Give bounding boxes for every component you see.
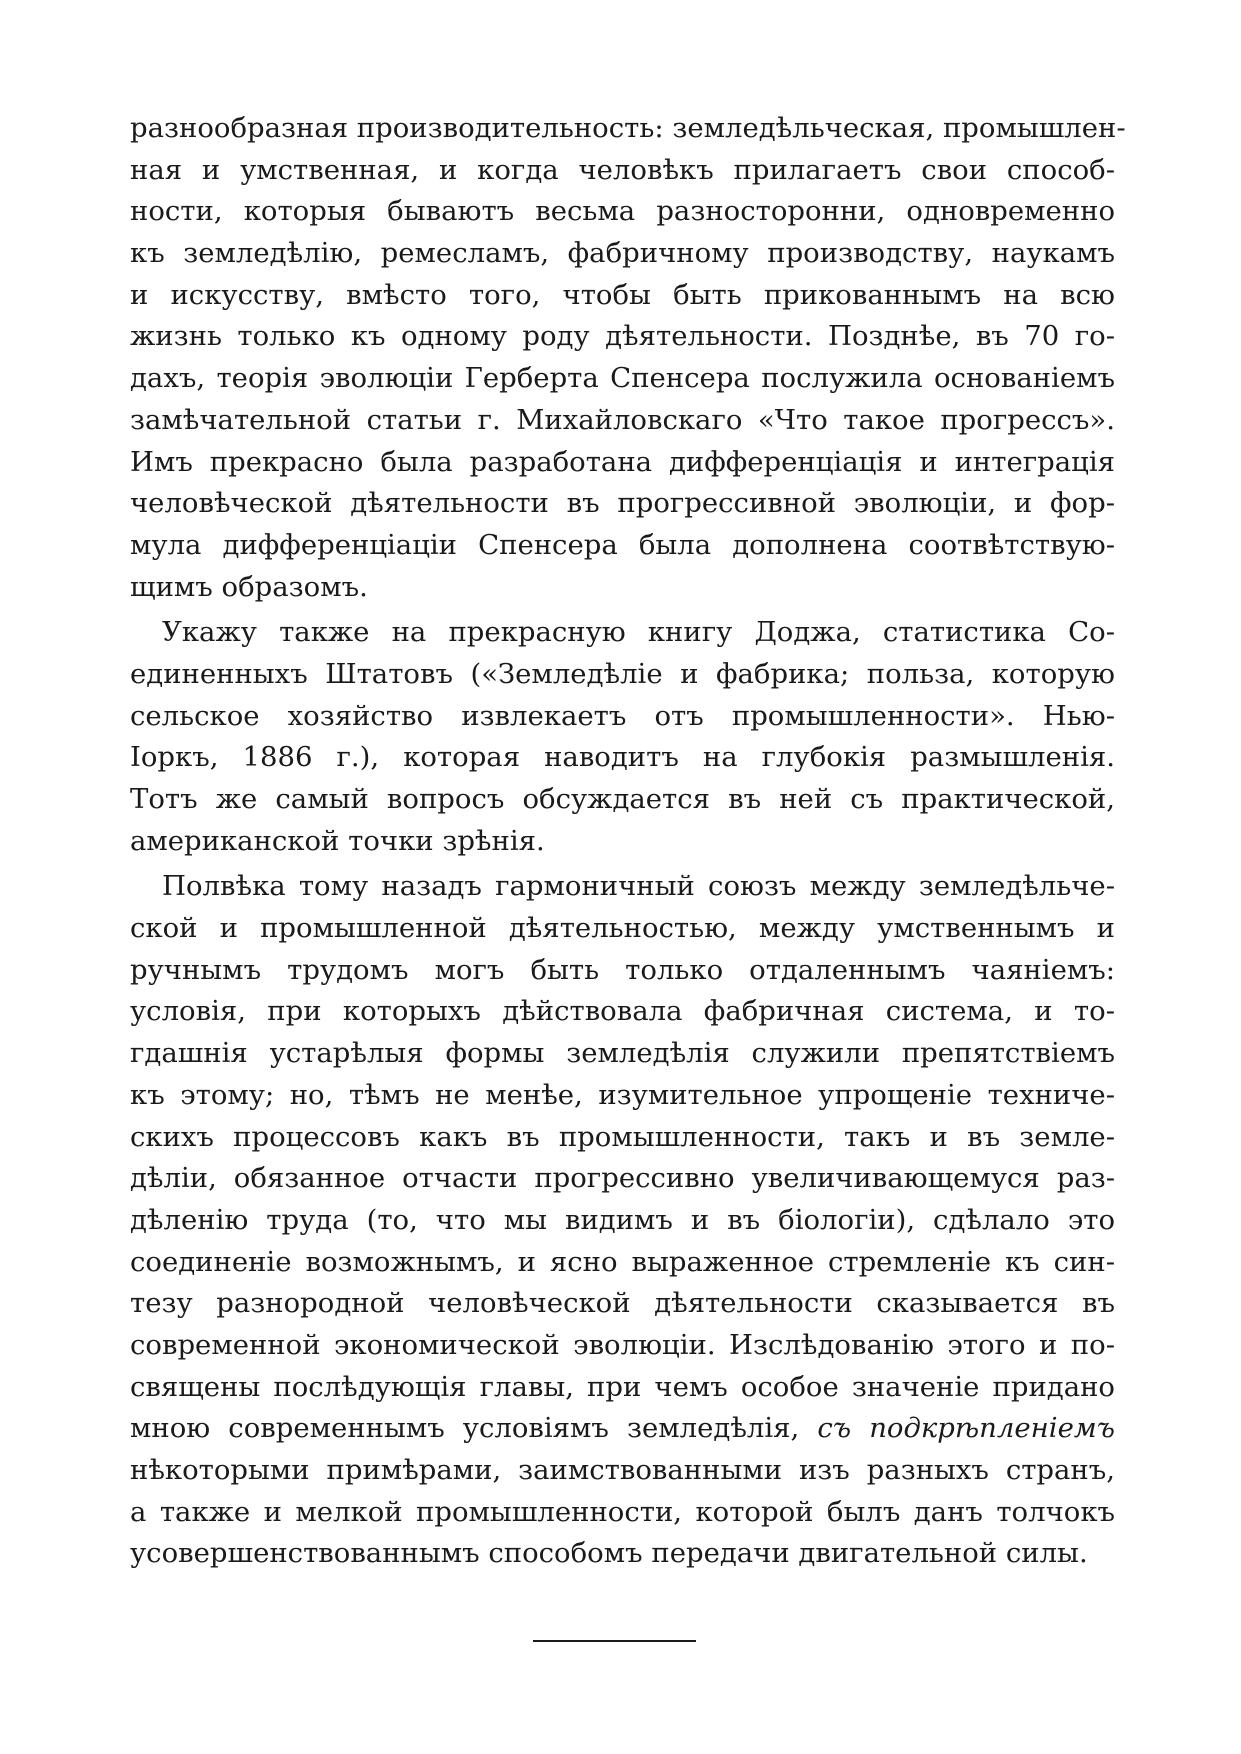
emphasis-text: съ подкрѣпленіемъ <box>817 1412 1115 1445</box>
text-line: Тотъ же самый вопросъ обсуждается въ ней съ практической, <box>130 783 1115 815</box>
text-line: условія, при которыхъ дѣйствовала фабричная система, и то- <box>130 995 1115 1028</box>
text-line: единенныхъ Штатовъ («Земледѣліе и фабрика; польза, которую <box>130 657 1115 690</box>
section-end-rule <box>533 1640 696 1642</box>
text-line: замѣчательной статьи г. Михайловскаго «Что такое прогрессъ». <box>130 403 1115 436</box>
text-line: Имъ прекрасно была разработана дифференціація и интеграція <box>130 445 1115 478</box>
text-line: человѣческой дѣятельности въ прогрессивной эволюціи, и фор- <box>130 487 1115 520</box>
text-line: соединеніе возможнымъ, и ясно выраженное стремленіе къ син- <box>130 1245 1115 1278</box>
text-line: дахъ, теорія эволюціи Герберта Спенсера послужила основаніемъ <box>130 362 1115 395</box>
text-line: сельское хозяйство извлекаетъ отъ промышленности». Нью- <box>130 699 1115 732</box>
paragraph-1 <box>130 108 1126 608</box>
text-line: современной экономической эволюціи. Изслѣдованію этого и по- <box>130 1328 1115 1361</box>
text-line: и искусству, вмѣсто того, чтобы быть прикованнымъ на всю <box>130 278 1115 311</box>
text-line: Укажу также на прекрасную книгу Доджа, статистика Со- <box>162 616 1115 649</box>
text-line <box>130 1408 1115 1450</box>
paragraph-3 <box>130 866 1115 1575</box>
text-line: Іоркъ, 1886 г.), которая наводитъ на глубокія размышленія. <box>130 741 1115 774</box>
text-line: къ земледѣлію, ремесламъ, фабричному производству, наукамъ <box>130 237 1115 270</box>
text-line: ности, которыя бываютъ весьма разносторонни, одновременно <box>130 195 1115 228</box>
text-line: скихъ процессовъ какъ въ промышленности, такъ и въ земле- <box>130 1120 1115 1153</box>
text-line: къ этому; но, тѣмъ не менѣе, изумительное упрощеніе техниче- <box>130 1078 1115 1111</box>
paragraph-2 <box>130 612 1115 862</box>
text-line: мула дифференціаціи Спенсера была дополнена соотвѣтствую- <box>130 528 1115 561</box>
text-line: ная и умственная, и когда человѣкъ прилагаетъ свои способ- <box>130 153 1115 186</box>
text-line: жизнь только къ одному роду дѣятельности. Позднѣе, въ 70 го- <box>130 320 1115 353</box>
text-line: американской точки зрѣнія. <box>130 824 545 857</box>
text-line: щимъ образомъ. <box>130 570 368 603</box>
text-line: ской и промышленной дѣятельностью, между умственнымъ и <box>130 912 1115 945</box>
text-line: нѣкоторыми примѣрами, заимствованными изъ разныхъ странъ, <box>130 1454 1115 1486</box>
text-line: усовершенствованнымъ способомъ передачи двигательной силы. <box>130 1537 1088 1570</box>
text-line: священы послѣдующія главы, при чемъ особое значеніе придано <box>130 1370 1115 1403</box>
text-line: разнообразная производительность: земледѣльческая, промышлен- <box>130 112 1126 144</box>
text-line: ручнымъ трудомъ могъ быть только отдаленнымъ чаяніемъ: <box>130 953 1115 986</box>
text-line: дѣліи, обязанное отчасти прогрессивно увеличивающемуся раз- <box>130 1162 1115 1195</box>
text-line: Полвѣка тому назадъ гармоничный союзъ между земледѣльче- <box>162 870 1115 903</box>
text-line: дѣленію труда (то, что мы видимъ и въ біологіи), сдѣлало это <box>130 1203 1115 1236</box>
text-line: тезу разнородной человѣческой дѣятельности сказывается въ <box>130 1287 1115 1320</box>
text-line: а также и мелкой промышленности, которой былъ данъ толчокъ <box>130 1495 1115 1528</box>
text-line: гдашнія устарѣлыя формы земледѣлія служили препятствіемъ <box>130 1037 1115 1070</box>
page-body <box>130 108 1126 1575</box>
text-line-part: мною современнымъ условіямъ земледѣлія, <box>130 1412 800 1445</box>
